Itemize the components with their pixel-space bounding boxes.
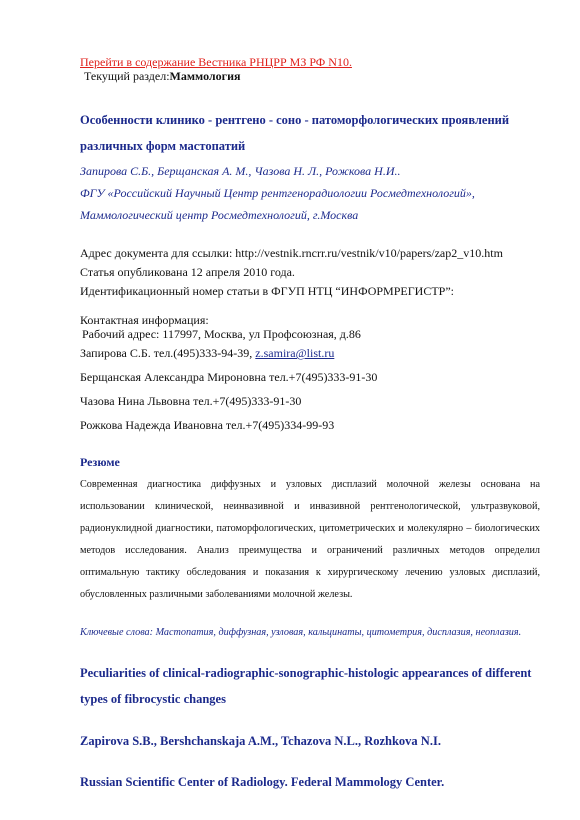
zapirova-email-link[interactable]: z.samira@list.ru [255, 346, 335, 360]
keywords: Ключевые слова: Мастопатия, диффузная, узловая, кальцинаты, цитометрия, дисплазия, неоплазия. [80, 627, 522, 638]
resume-text: Современная диагностика диффузных и узловых дисплазий молочной железы основана на использовании клинической, неинвазивной и инвазивной рентгенологической, ультразвуковой, радионуклидной диагностики, патоморфологических, цитометрических и молекулярно – биологических методов исследования. Анализ преимущества и ограничений различных методов определил оптимальную тактику обследования и показания к хирургическому лечению узловых дисплазий, обусловленных различными заболеваниями молочной железы. [80, 479, 540, 600]
contacts-heading: Контактная информация: [80, 313, 209, 327]
work-address: Рабочий адрес: 117997, Москва, ул Профсоюзная, д.86 [82, 327, 361, 341]
authors-en: Zapirova S.B., Bershchanskaja A.M., Tchazova N.L., Rozhkova N.I. [80, 734, 441, 748]
publication-date: Статья опубликована 12 апреля 2010 года. [80, 265, 295, 279]
affiliation-ru-1: ФГУ «Российский Научный Центр рентгенорадиологии Росмедтехнологий», [80, 186, 475, 200]
resume-heading: Резюме [80, 455, 120, 469]
document-address: Адрес документа для ссылки: http://vestnik.rncrr.ru/vestnik/v10/papers/zap2_v10.htm [80, 246, 503, 260]
zapirova-phone: Запирова С.Б. тел.(495)333-94-39, [80, 346, 253, 360]
contact-zapirova [80, 343, 540, 363]
article-title-en: Peculiarities of clinical-radiographic-sonographic-histologic appearances of different types of fibrocystic changes [80, 666, 532, 706]
section-name: Маммология [169, 69, 241, 83]
current-section [80, 69, 540, 83]
article-title-ru: Особенности клинико - рентгено - соно - патоморфологических проявлений различных форм мастопатий [80, 113, 510, 153]
contact-chazova: Чазова Нина Львовна тел.+7(495)333-91-30 [80, 394, 302, 408]
affiliation-ru-2: Маммологический центр Росмедтехнологий, г.Москва [80, 208, 359, 222]
toc-link[interactable]: Перейти в содержание Вестника РНЦРР МЗ РФ N10. [80, 55, 352, 69]
contact-rozhkova: Рожкова Надежда Ивановна тел.+7(495)334-99-93 [80, 418, 335, 432]
authors-ru: Запирова С.Б., Берщанская А. М., Чазова Н. Л., Рожкова Н.И.. [80, 164, 401, 178]
affiliation-en: Russian Scientific Center of Radiology. Federal Mammology Center. [80, 775, 445, 789]
nav-block [80, 55, 540, 69]
contact-bershchanskaya: Берщанская Александра Мироновна тел.+7(495)333-91-30 [80, 370, 378, 384]
registry-id: Идентификационный номер статьи в ФГУП НТЦ “ИНФОРМРЕГИСТР”: [80, 284, 454, 298]
section-prefix: Текущий раздел: [84, 69, 170, 83]
document-page [80, 55, 540, 790]
